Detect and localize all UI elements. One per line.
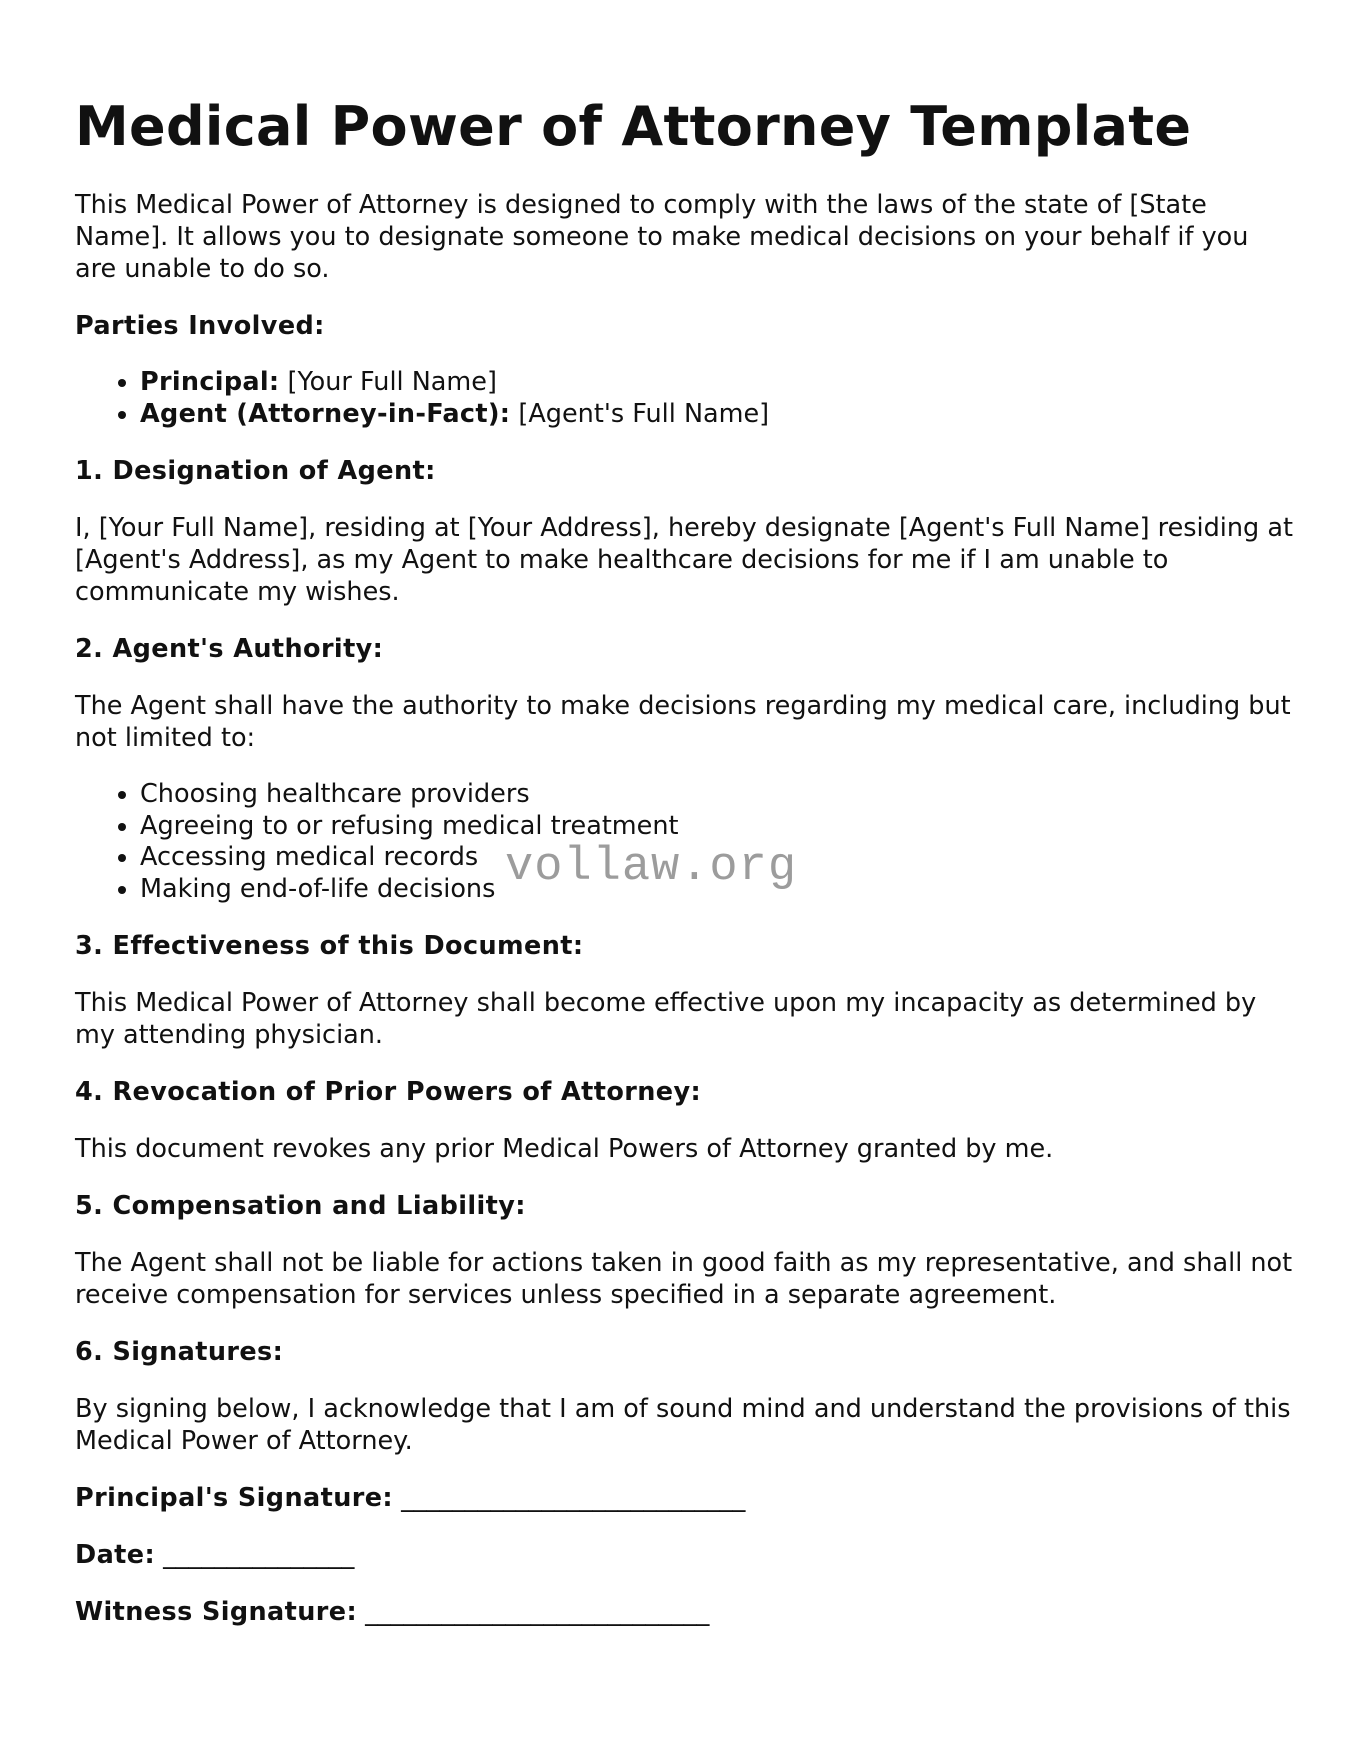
list-item: • Choosing healthcare providers bbox=[140, 779, 1295, 811]
section-heading-compensation: 5. Compensation and Liability: bbox=[75, 1191, 526, 1221]
principal-signature-line bbox=[75, 1482, 1295, 1514]
list-item bbox=[140, 367, 1295, 399]
date-blank[interactable]: _______________ bbox=[155, 1540, 355, 1570]
list-item: • Agreeing to or refusing medical treatment bbox=[140, 811, 1295, 843]
witness-signature-line bbox=[75, 1596, 1295, 1628]
witness-signature-blank[interactable]: ___________________________ bbox=[357, 1597, 710, 1627]
document-page bbox=[75, 0, 1295, 1628]
witness-signature-label: Witness Signature: bbox=[75, 1597, 358, 1627]
section-heading-signatures: 6. Signatures: bbox=[75, 1337, 284, 1367]
date-label: Date: bbox=[75, 1540, 156, 1570]
section-heading-effectiveness: 3. Effectiveness of this Document: bbox=[75, 931, 584, 961]
list-item: • Accessing medical records bbox=[140, 842, 1295, 874]
parties-heading: Parties Involved: bbox=[75, 311, 325, 341]
section-text-designation: I, [Your Full Name], residing at [Your Address], hereby designate [Agent's Full Name] residing at [Agent's Address], as my Agent to make healthcare decisions for me if I am unable to communicate my wishes. bbox=[75, 513, 1293, 607]
section-heading-designation: 1. Designation of Agent: bbox=[75, 456, 436, 486]
party-value: [Your Full Name] bbox=[279, 367, 497, 397]
section-heading-revocation: 4. Revocation of Prior Powers of Attorney: bbox=[75, 1077, 702, 1107]
watermark: vollaw.org bbox=[505, 841, 798, 894]
section-text-revocation: This document revokes any prior Medical Powers of Attorney granted by me. bbox=[75, 1134, 1054, 1164]
list-item: • Making end-of-life decisions bbox=[140, 874, 1295, 906]
section-text-authority: The Agent shall have the authority to make decisions regarding my medical care, including but not limited to: bbox=[75, 691, 1291, 753]
section-text-effectiveness: This Medical Power of Attorney shall become effective upon my incapacity as determined by my attending physician. bbox=[75, 988, 1257, 1050]
section-text-signatures: By signing below, I acknowledge that I am of sound mind and understand the provisions of this Medical Power of Attorney. bbox=[75, 1394, 1291, 1456]
list-item bbox=[140, 399, 1295, 431]
principal-signature-blank[interactable]: ___________________________ bbox=[393, 1483, 746, 1513]
date-line bbox=[75, 1539, 1295, 1571]
party-label: Agent (Attorney-in-Fact): bbox=[140, 398, 511, 429]
party-value: [Agent's Full Name] bbox=[510, 398, 770, 429]
section-heading-authority: 2. Agent's Authority: bbox=[75, 634, 384, 664]
parties-list bbox=[75, 367, 1295, 430]
party-label: Principal: bbox=[140, 367, 280, 397]
principal-signature-label: Principal's Signature: bbox=[75, 1483, 394, 1513]
document-title: Medical Power of Attorney Template bbox=[75, 95, 1192, 158]
section-text-compensation: The Agent shall not be liable for actions taken in good faith as my representative, and shall not receive compensation for services unless specified in a separate agreement. bbox=[75, 1248, 1293, 1310]
intro-paragraph: This Medical Power of Attorney is designed to comply with the laws of the state of [State Name]. It allows you to designate someone to make medical decisions on your behalf if you are unable to do so. bbox=[75, 190, 1249, 284]
